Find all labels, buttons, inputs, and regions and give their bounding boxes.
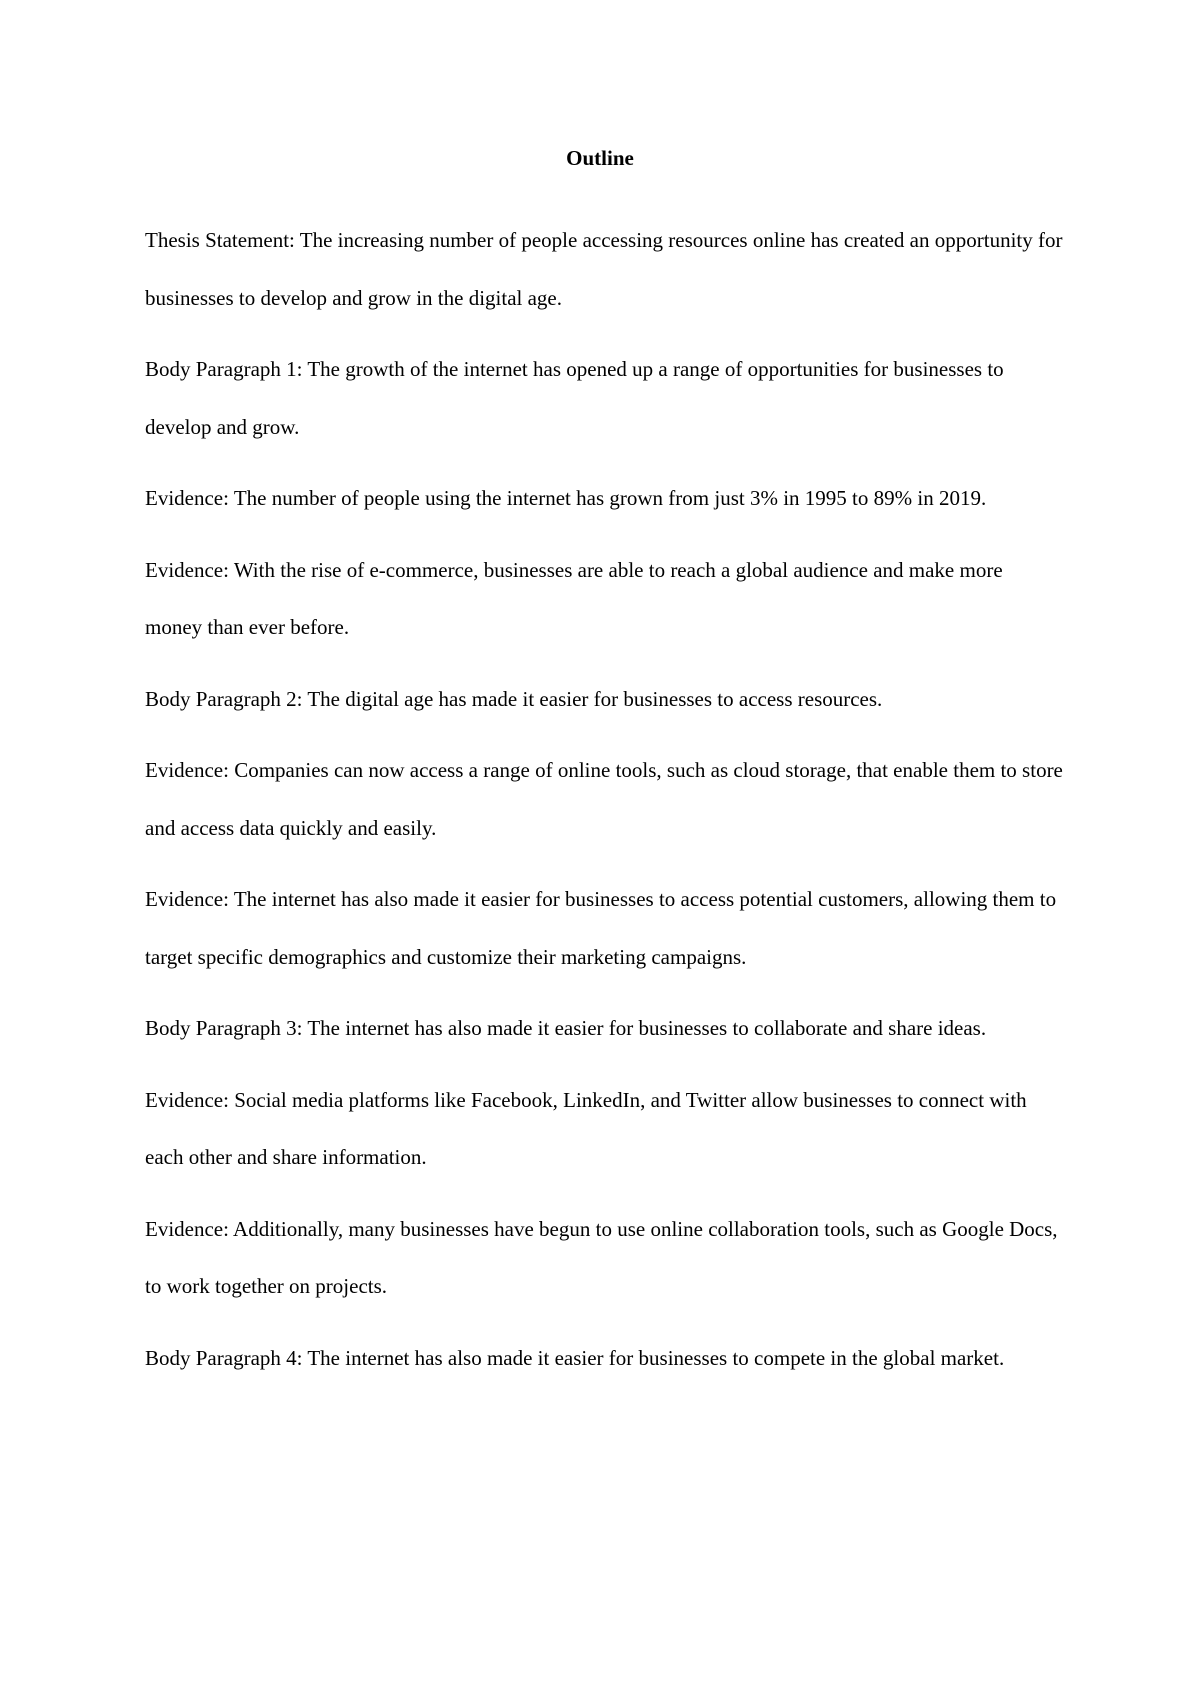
body-paragraph-2: Body Paragraph 2: The digital age has made it easier for businesses to access resources. [145, 686, 883, 711]
thesis-statement: Thesis Statement: The increasing number of people accessing resources online has created an opportunity for businesses to develop and grow in the digital age. [145, 228, 1063, 310]
evidence-2a: Evidence: Companies can now access a range of online tools, such as cloud storage, that enable them to store and access data quickly and easily. [145, 758, 1063, 840]
evidence-3b: Evidence: Additionally, many businesses have begun to use online collaboration tools, such as Google Docs, to work together on projects. [145, 1216, 1058, 1298]
evidence-3a: Evidence: Social media platforms like Facebook, LinkedIn, and Twitter allow businesses to connect with each other and share information. [145, 1087, 1027, 1169]
body-paragraph-1: Body Paragraph 1: The growth of the internet has opened up a range of opportunities for businesses to develop and grow. [145, 357, 1004, 439]
body-paragraph-3: Body Paragraph 3: The internet has also made it easier for businesses to collaborate and share ideas. [145, 1016, 987, 1040]
page-title: Outline [566, 146, 634, 170]
outline-body [145, 212, 1065, 1401]
evidence-1a: Evidence: The number of people using the internet has grown from just 3% in 1995 to 89% in 2019. [145, 486, 987, 510]
evidence-1b: Evidence: With the rise of e-commerce, businesses are able to reach a global audience and make more money than ever before. [145, 557, 1003, 639]
body-paragraph-4: Body Paragraph 4: The internet has also made it easier for businesses to compete in the global market. [145, 1345, 1005, 1370]
evidence-2b: Evidence: The internet has also made it easier for businesses to access potential customers, allowing them to target specific demographics and customize their marketing campaigns. [145, 887, 1057, 969]
